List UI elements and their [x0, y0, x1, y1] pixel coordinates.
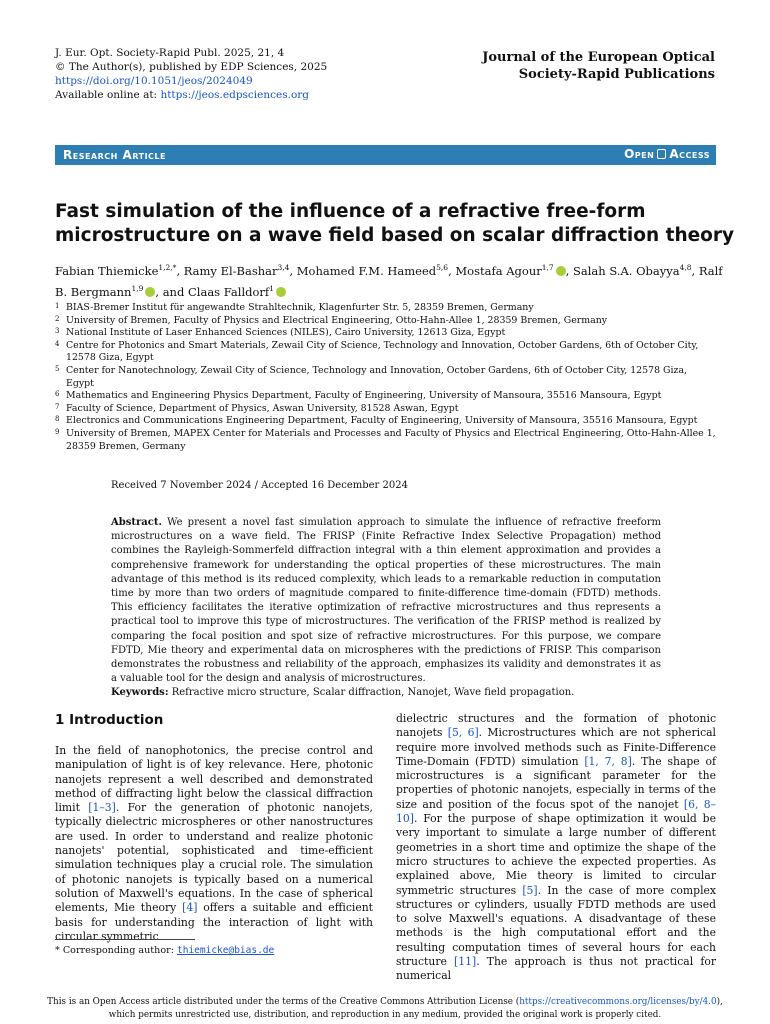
affiliation-text: BIAS-Bremer Institut für angewandte Strahltechnik, Klagenfurter Str. 5, 28359 Bremen, Germany [66, 302, 534, 313]
author-name: Salah S.A. Obayya [573, 263, 680, 278]
article-banner [55, 145, 716, 165]
doi-link[interactable]: https://doi.org/10.1051/jeos/2024049 [55, 75, 253, 87]
affiliation [55, 315, 717, 328]
author-affil: 1,9 [131, 283, 144, 293]
received-dates: Received 7 November 2024 / Accepted 16 December 2024 [111, 480, 408, 491]
affiliation [55, 302, 717, 315]
affiliation-number: 4 [55, 339, 60, 348]
author-affil: 3,4 [277, 263, 290, 272]
body-text: . For the generation of photonic nanojets, typically dielectric microspheres or other nanostructures are used. In order to understand and realize photonic nanojets' potential, sophisticated and time-efficient simulation techniques play a crucial role. The simulation of photonic nanojets is typically based on a numerical solution of Maxwell's equations. In the case of spherical elements, Mie theory [55, 801, 373, 915]
affiliation-text: National Institute of Laser Enhanced Sciences (NILES), Cairo University, 12613 Giza, Egypt [66, 327, 506, 339]
affiliation-number: 2 [55, 314, 60, 323]
body-text: In the field of nanophotonics, the precise control and manipulation of light is of key relevance. Here, photonic nanojets represent a well described and demonstrated method of diffracting light below the classical diffraction limit [55, 744, 373, 815]
affiliation-text: Electronics and Communications Engineering Department, Faculty of Engineering, University of Mansoura, 35516 Mansoura, Egypt [66, 415, 698, 427]
affiliation-text: Center for Nanotechnology, Zewail City of Science, Technology and Innovation, October Gardens, 6th of October City, 12578 Giza, Egypt [66, 364, 688, 389]
affiliation-number: 3 [55, 327, 60, 336]
body-text: . The approach is thus not practical for numerical [396, 955, 716, 983]
orcid-icon[interactable] [556, 266, 566, 276]
abstract [111, 516, 661, 686]
license-text: This is an Open Access article distributed under the terms of the Creative Commons Attribution License ( [47, 997, 520, 1007]
citation-link[interactable]: [6, 8–10] [396, 797, 716, 826]
abstract-label: Abstract. [111, 517, 162, 528]
body-text: offers a suitable and efficient basis for understanding the interaction of light with circular symmetric [55, 901, 374, 943]
keywords-label: Keywords: [111, 687, 169, 698]
journal-line-1: Journal of the European Optical [482, 50, 715, 65]
citation-link[interactable]: [1, 7, 8] [584, 754, 632, 768]
body-text: . The shape of microstructures is a significant parameter for the properties of photonic nanojets, especially in terms of the size and position of the focus spot of the nanojet [396, 754, 716, 811]
affiliation-text: University of Bremen, MAPEX Center for Materials and Processes and Faculty of Physics and Electrical Engineering, Otto-Hahn-Allee 1, 28359 Bremen, Germany [66, 427, 716, 452]
affiliation [55, 390, 717, 403]
author-name: Mostafa Agour [455, 263, 542, 278]
affiliation-text: Mathematics and Engineering Physics Department, Faculty of Engineering, University of Mansoura, 35516 Mansoura, Egypt [66, 390, 662, 402]
keywords-text: Refractive micro structure, Scalar diffraction, Nanojet, Wave field propagation. [171, 687, 575, 698]
citation-link[interactable]: [5] [522, 883, 538, 897]
author-affil: 1,7 [541, 263, 554, 272]
paper-title: Fast simulation of the influence of a refractive free-form microstructure on a wave field based on scalar diffraction theory [55, 201, 735, 246]
affiliation [55, 415, 717, 428]
author-and: and [162, 284, 185, 299]
affiliation [55, 365, 717, 390]
online-prefix: Available online at: [55, 89, 161, 101]
license-link[interactable]: https://creativecommons.org/licenses/by/4.0 [519, 997, 717, 1007]
affiliation [55, 340, 717, 365]
affiliation-number: 8 [55, 415, 60, 424]
license-notice [40, 996, 730, 1022]
open-access-badge [624, 147, 710, 161]
copyright-line: © The Author(s), published by EDP Sciences, 2025 [55, 61, 328, 73]
author-affil: 5,6 [436, 263, 449, 272]
affiliation-list [55, 302, 717, 453]
orcid-icon[interactable] [276, 287, 286, 297]
affiliation [55, 327, 717, 340]
affiliation-number: 5 [55, 364, 60, 373]
affiliation [55, 403, 717, 416]
author-affil: 1 [269, 283, 274, 293]
online-link[interactable]: https://jeos.edpsciences.org [160, 89, 310, 101]
author-list: Fabian Thiemicke$^{1,2,*}$, Ramy El-Bashar$^{3,4}$, Mohamed F.M. Hameed$^{5,6}$, Mostafa Agour$^{1,7}$ , Salah S.A. Obayya$^{4,8}$, Ralf B. Bergmann$^{1,9}$ , and Claas Falldorf$^1$ [55, 263, 723, 299]
body-text: dielectric structures and the formation of photonic nanojets [396, 712, 716, 740]
footnote [55, 945, 274, 956]
affiliation-text: Centre for Photonics and Smart Materials, Zewail City of Science, Technology and Innovation, October Gardens, 6th of October City, 12578 Giza, Egypt [66, 339, 699, 364]
body-text: . For the purpose of shape optimization it would be very important to simulate a large number of different geometries in a short time and optimize the shape of the micro structures to achieve the expected properties. As explained above, Mie theory is limited to circular symmetric structures [396, 812, 716, 897]
citation-link[interactable]: [1–3] [88, 801, 116, 815]
journal-name [455, 49, 715, 83]
affiliation-number: 9 [55, 427, 60, 436]
open-lock-icon [657, 149, 666, 159]
citation-line: J. Eur. Opt. Society-Rapid Publ. 2025, 21, 4 [55, 47, 285, 59]
body-column-right [396, 712, 716, 984]
author-email-link[interactable]: thiemicke@bias.de [177, 945, 275, 956]
body-text: . In the case of more complex structures or cylinders, usually FDTD methods are used to solve Maxwell's equations. A disadvantage of these methods is the high computational effort and the resulting computation times of several hours for each structure [396, 883, 716, 969]
author-name: Fabian Thiemicke [55, 263, 159, 278]
author-name: Mohamed F.M. Hameed [296, 263, 437, 278]
author-affil: 4,8 [679, 263, 692, 272]
orcid-icon[interactable] [145, 287, 155, 297]
license-text-line2: which permits unrestricted use, distribution, and reproduction in any medium, provided the original work is properly cited. [108, 1010, 662, 1020]
citation-link[interactable]: [5, 6] [447, 726, 479, 740]
affiliation-text: Faculty of Science, Department of Physics, Aswan University, 81528 Aswan, Egypt [66, 402, 459, 414]
article-type: Research Article [63, 148, 166, 162]
license-text: ), [716, 997, 723, 1007]
citation-link[interactable]: [11] [454, 955, 477, 969]
abstract-text: We present a novel fast simulation approach to simulate the influence of refractive freeform microstructures on a wave field. The FRISP (Finite Refractive Index Selective Propagation) method combines the Rayleigh-Sommerfeld diffraction integral with a thin element approximation and provides a comprehensive framework for understanding the optical properties of these microstructures. The main advantage of this method is its reduced complexity, which leads to a remarkable reduction in computation time by more than two orders of magnitude compared to finite-difference time-domain (FDTD) methods. This efficiency facilitates the iterative optimization of refractive microstructures and thus represents a practical tool to improve this type of microstructures. The verification of the FRISP method is realized by comparing the focal position and spot size of refractive microstructures. For this purpose, we compare FDTD, Mie theory and experimental data on microspheres with the predictions of FRISP. This comparison demonstrates the robustness and reliability of the approach, emphasizes its validity and demonstrates it as a valuable tool for the design and analysis of microstructures. [111, 517, 661, 685]
author-name: Ralf B. Bergmann [55, 263, 723, 299]
author-name: Ramy El-Bashar [183, 263, 278, 278]
journal-line-2: Society-Rapid Publications [518, 67, 715, 82]
body-column-left [55, 744, 373, 944]
body-text: . Microstructures which are not spherical require more involved methods such as Finite-Difference Time-Domain (FDTD) simulation [396, 726, 717, 768]
footnote-divider [55, 939, 195, 940]
keywords [111, 687, 661, 698]
section-heading: 1 Introduction [55, 712, 164, 728]
affiliation-number: 7 [55, 402, 60, 411]
citation-meta [55, 46, 327, 102]
affiliation-number: 6 [55, 390, 60, 399]
access-label: Access [669, 147, 710, 161]
citation-link[interactable]: [4] [182, 901, 198, 915]
footnote-label: * Corresponding author: [55, 945, 177, 956]
affiliation-number: 1 [55, 302, 60, 310]
author-name: Claas Falldorf [187, 284, 270, 299]
author-affil: 1,2,* [158, 263, 177, 272]
affiliation [55, 428, 717, 453]
affiliation-text: University of Bremen, Faculty of Physics and Electrical Engineering, Otto-Hahn-Allee 1, 28359 Bremen, Germany [66, 314, 608, 326]
open-label: Open [624, 147, 655, 161]
